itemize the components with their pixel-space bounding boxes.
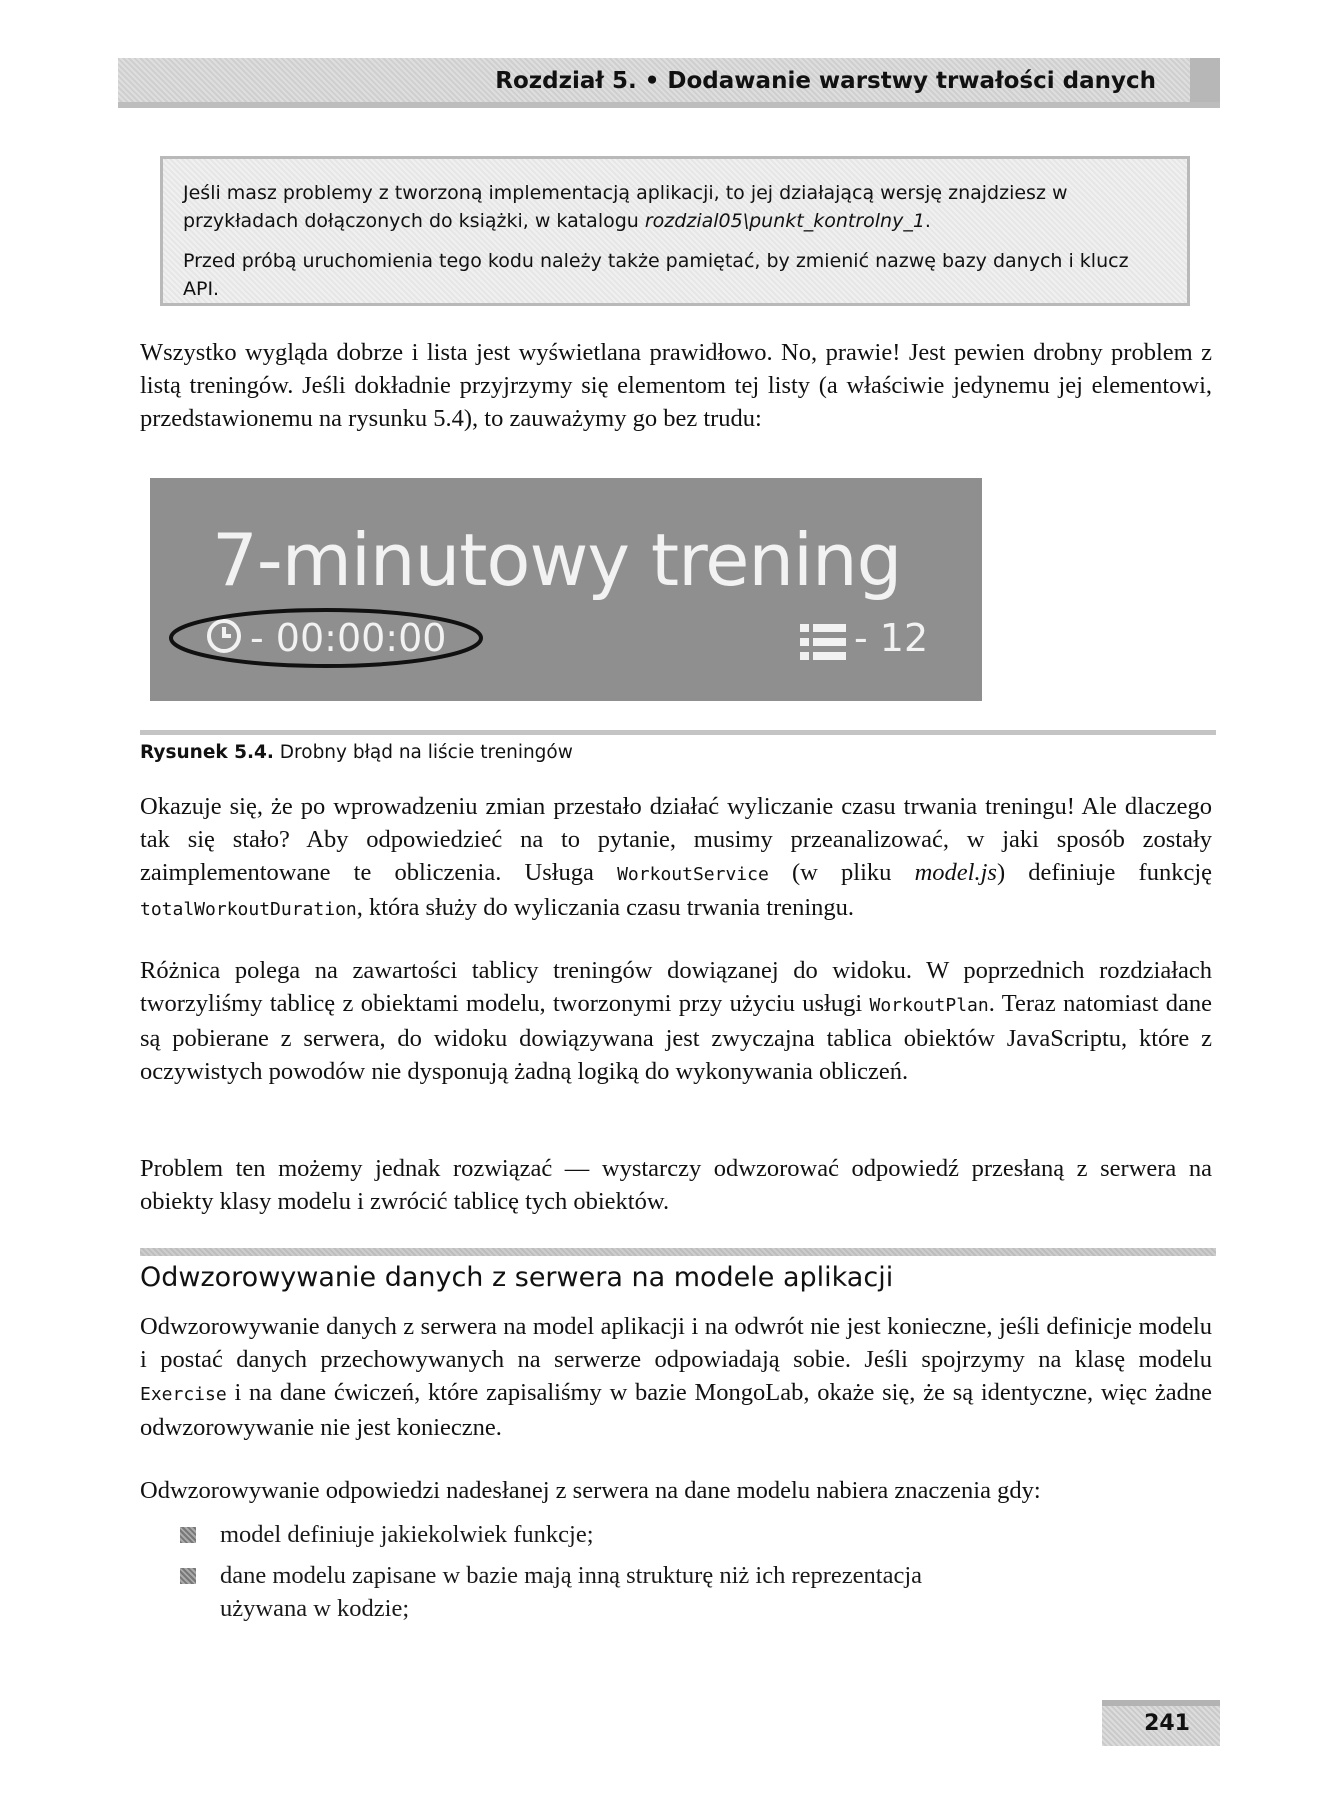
paragraph-text: Wszystko wygląda dobrze i lista jest wyświetlana prawidłowo. No, prawie! Jest pewien drobny problem z listą treningów. Jeśli dokładnie przyjrzymy się elementom tej listy (a właściwie jedynemu jej elementowi, przedstawionemu na rysunku 5.4), to zauważymy go bez trudu: xyxy=(140,339,1212,432)
paragraph-text xyxy=(140,1310,1212,1444)
list-item xyxy=(140,1559,1212,1625)
note-path: rozdzial05\punkt_kontrolny_1 xyxy=(644,210,925,232)
section-rule xyxy=(140,1248,1216,1256)
highlight-ellipse xyxy=(166,606,486,670)
page-number-box xyxy=(1102,1700,1220,1746)
paragraph-4 xyxy=(140,1152,1212,1218)
paragraph-1 xyxy=(140,336,1212,435)
text-run: Okazuje się, że po wprowadzeniu zmian przestało działać wyliczanie czasu trwania treningu! Ale dlaczego tak się stało? Aby odpowiedzieć na to pytanie, musimy przeanalizować, w jaki sposób zostały zaimplementowane te obliczenia. Usługa xyxy=(140,793,1212,886)
paragraph-text: Odwzorowywanie odpowiedzi nadesłanej z serwera na dane modelu nabiera znaczenia gdy: xyxy=(140,1477,1041,1504)
chapter-title: Rozdział 5. • Dodawanie warstwy trwałości danych xyxy=(495,68,1156,94)
list-item-text: model definiuje jakiekolwiek funkcje; xyxy=(220,1521,594,1548)
text-run: ) definiuje funkcję xyxy=(996,859,1213,886)
list-item xyxy=(140,1518,1212,1551)
caption-label: Rysunek 5.4. xyxy=(140,742,274,763)
caption-text: Drobny błąd na liście treningów xyxy=(273,742,573,763)
code-workoutplan: WorkoutPlan xyxy=(869,995,989,1016)
file-name: model.js xyxy=(914,859,997,886)
note-text: Jeśli masz problemy z tworzoną implementacją aplikacji, to jej działającą wersję znajdziesz w przykładach dołączonych do książki, w katalogu xyxy=(183,182,1068,232)
code-totalworkoutduration: totalWorkoutDuration xyxy=(140,899,357,920)
figure-workout-title: 7-minutowy trening xyxy=(212,518,902,602)
note-paragraph-1 xyxy=(183,179,1165,235)
code-workoutservice: WorkoutService xyxy=(617,864,769,885)
figure-caption xyxy=(140,742,573,763)
list-item-text: dane modelu zapisane w bazie mają inną strukturę niż ich reprezentacja używana w kodzie; xyxy=(220,1562,922,1622)
running-header xyxy=(118,58,1220,108)
text-run: , która służy do wyliczania czasu trwania treningu. xyxy=(356,894,855,921)
paragraph-3 xyxy=(140,954,1212,1088)
bullet-list xyxy=(140,1518,1212,1633)
paragraph-text xyxy=(140,790,1212,926)
figure-rule xyxy=(140,730,1216,735)
text-run: Odwzorowywanie danych z serwera na model aplikacji i na odwrót nie jest konieczne, jeśli definicje modelu i postać danych przechowywanych na serwerze odpowiadają sobie. Jeśli spojrzymy na klasę modelu xyxy=(140,1313,1212,1373)
paragraph-text xyxy=(140,954,1212,1088)
page-number: 241 xyxy=(1144,1711,1190,1736)
paragraph-text: Problem ten możemy jednak rozwiązać — wystarczy odwzorować odpowiedź przesłaną z serwera na obiekty klasy modelu i zwrócić tablicę tych obiektów. xyxy=(140,1155,1212,1215)
text-run: . Teraz natomiast dane są pobierane z serwera, do widoku dowiązywana jest zwyczajna tablica obiektów JavaScriptu, które z oczywistych powodów nie dysponują żadną logiką do wykonywania obliczeń. xyxy=(140,990,1212,1085)
paragraph-6 xyxy=(140,1474,1212,1507)
code-exercise: Exercise xyxy=(140,1384,227,1405)
text-run: (w pliku xyxy=(768,859,915,886)
list-icon xyxy=(800,624,846,660)
figure-exercise-count: - 12 xyxy=(854,616,929,660)
bullet-icon xyxy=(180,1568,196,1584)
bullet-icon xyxy=(180,1527,196,1543)
figure-5-4 xyxy=(150,478,982,701)
note-paragraph-2: Przed próbą uruchomienia tego kodu należy także pamiętać, by zmienić nazwę bazy danych i klucz API. xyxy=(183,250,1129,300)
section-heading: Odwzorowywanie danych z serwera na modele aplikacji xyxy=(140,1262,894,1293)
paragraph-2 xyxy=(140,790,1212,926)
figure-duration: - 00:00:00 xyxy=(250,616,447,660)
text-run: Różnica polega na zawartości tablicy treningów dowiązanej do widoku. W poprzednich rozdziałach tworzyliśmy tablicę z obiektami modelu, tworzonymi przy użyciu usługi xyxy=(140,957,1212,1017)
header-tab xyxy=(1190,58,1220,108)
note-text-end: . xyxy=(924,210,931,232)
text-run: i na dane ćwiczeń, które zapisaliśmy w bazie MongoLab, okaże się, że są identyczne, więc żadne odwzorowywanie nie jest konieczne. xyxy=(140,1379,1212,1441)
paragraph-5 xyxy=(140,1310,1212,1444)
note-box xyxy=(160,156,1190,306)
